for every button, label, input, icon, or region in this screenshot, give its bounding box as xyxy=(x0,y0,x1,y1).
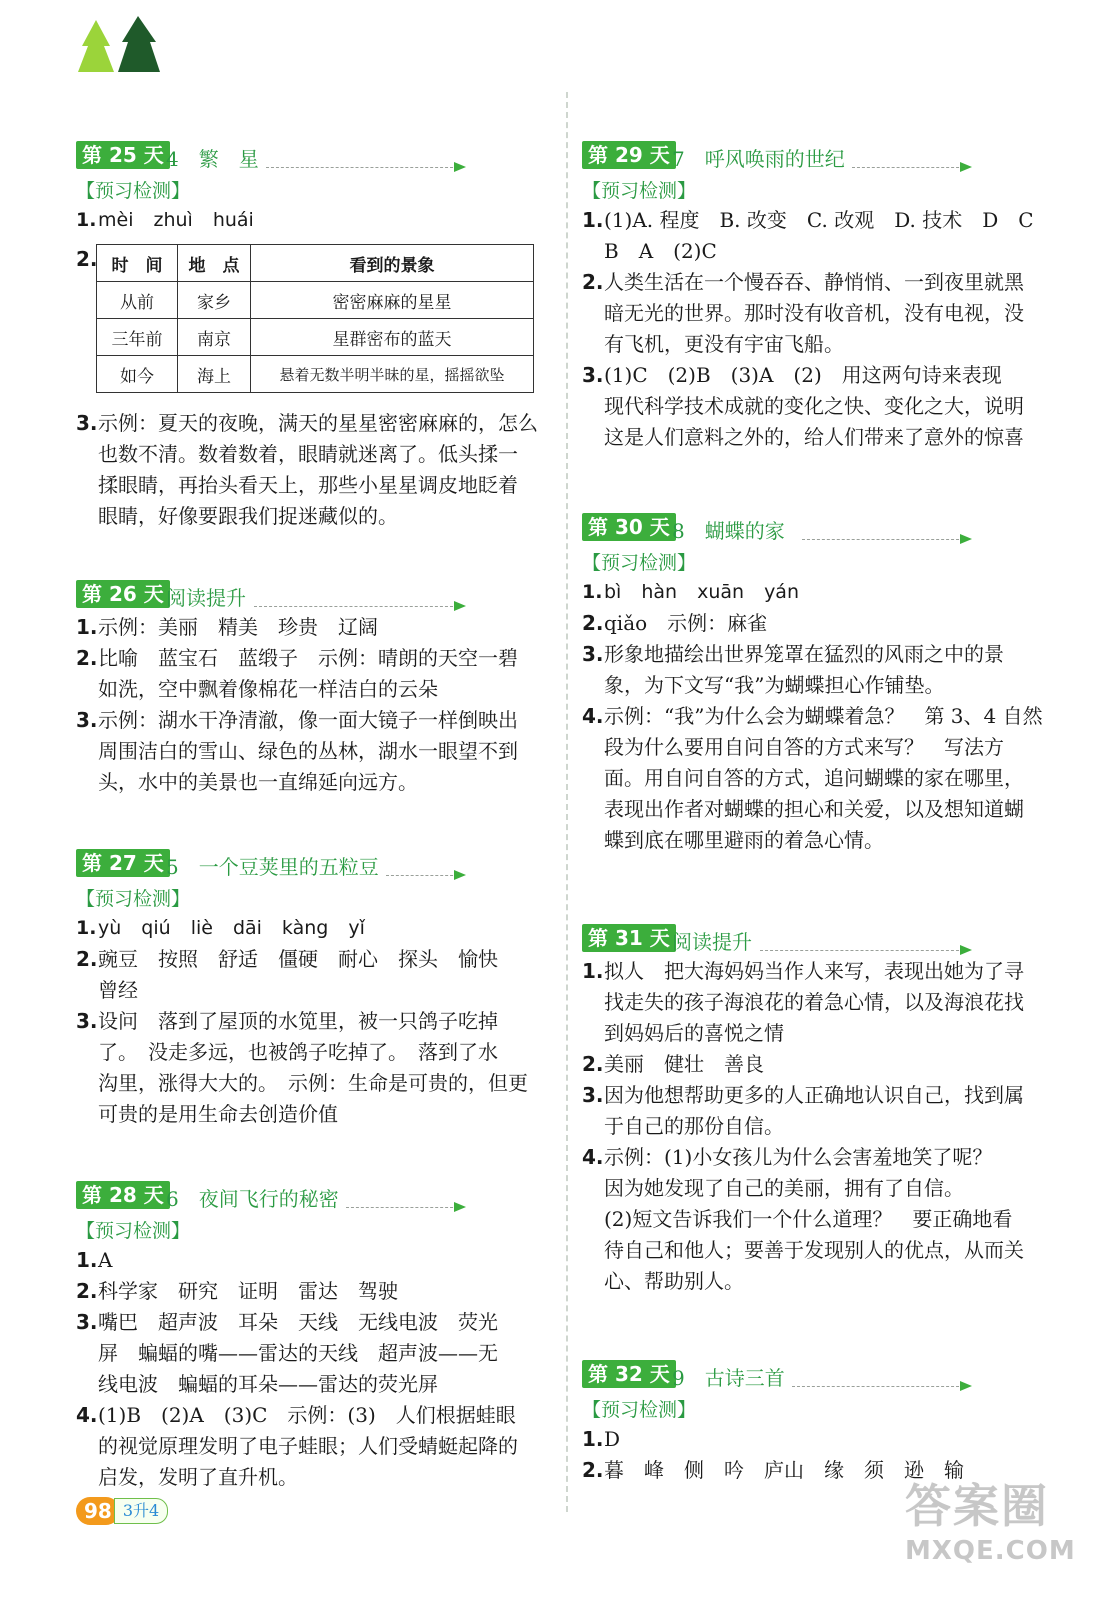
answer-3: 3.设问 落到了屋顶的水笕里，被一只鸽子吃掉 xyxy=(76,1009,498,1033)
answer-line: 可贵的是用生命去创造价值 xyxy=(98,1102,338,1126)
day-badge: 第 30 天 xyxy=(582,513,676,541)
preview-tag: 【预习检测】 xyxy=(582,180,697,202)
section-header xyxy=(76,141,546,171)
section-day-25 xyxy=(76,141,546,532)
lesson-title: 6 夜间飞行的秘密 xyxy=(166,1187,339,1211)
section-day-30 xyxy=(582,513,1052,856)
day-badge: 第 31 天 xyxy=(582,924,676,952)
answer-line: 到妈妈后的喜悦之情 xyxy=(604,1021,784,1045)
answer-line: 沟里，涨得大大的。 示例：生命是可贵的，但更 xyxy=(98,1071,528,1095)
answer-2: 2.科学家 研究 证明 雷达 驾驶 xyxy=(76,1279,398,1303)
answer-4: 4.示例：(1)小女孩儿为什么会害羞地笑了呢？ xyxy=(582,1145,993,1169)
lesson-title: 4 繁 星 xyxy=(166,147,259,171)
answer-line: 待自己和他人；要善于发现别人的优点，从而关 xyxy=(604,1238,1024,1262)
column-divider xyxy=(566,92,568,1512)
day-badge: 第 28 天 xyxy=(76,1181,170,1209)
section-day-29 xyxy=(582,141,1052,453)
page-footer xyxy=(76,1497,168,1525)
section-day-31 xyxy=(582,924,1052,1297)
answer-line: 启发，发明了直升机。 xyxy=(98,1465,298,1489)
answer-line: 蝶到底在哪里避雨的着急心情。 xyxy=(604,828,884,852)
grade-label: 3升4 xyxy=(114,1498,168,1524)
preview-tag: 【预习检测】 xyxy=(76,888,191,910)
answer-2: 2.比喻 蓝宝石 蓝缎子 示例：晴朗的天空一碧 xyxy=(76,646,518,670)
answer-line: 段为什么要用自问自答的方式来写？ 写法方 xyxy=(604,735,1004,759)
section-header xyxy=(582,1360,1052,1390)
answer-line: 找走失的孩子海浪花的着急心情，以及海浪花找 xyxy=(604,990,1024,1014)
lesson-title: 5 一个豆荚里的五粒豆 xyxy=(166,855,379,879)
section-header xyxy=(582,141,1052,171)
watermark-url: MXQE.COM xyxy=(905,1536,1076,1566)
preview-tag: 【预习检测】 xyxy=(582,552,697,574)
answer-1: 1.A xyxy=(76,1248,113,1272)
section-day-27 xyxy=(76,849,546,1130)
answer-line: 线电波 蝙蝠的耳朵——雷达的荧光屏 xyxy=(98,1372,438,1396)
answer-2: 2.qiǎo 示例：麻雀 xyxy=(582,611,768,635)
preview-tag: 【预习检测】 xyxy=(76,1220,191,1242)
section-day-32 xyxy=(582,1360,1052,1486)
answer-3: 3.示例：夏天的夜晚，满天的星星密密麻麻的，怎么 xyxy=(76,411,538,435)
answer-3: 3.嘴巴 超声波 耳朵 天线 无线电波 荧光 xyxy=(76,1310,498,1334)
tree-icons xyxy=(76,14,166,76)
preview-tag: 【预习检测】 xyxy=(582,1399,697,1421)
answer-line: 屏 蝙蝠的嘴——雷达的天线 超声波——无 xyxy=(98,1341,498,1365)
answer-3: 3.因为他想帮助更多的人正确地认识自己，找到属 xyxy=(582,1083,1024,1107)
answer-line: B A (2)C xyxy=(604,239,717,263)
day-badge: 第 27 天 xyxy=(76,849,170,877)
preview-tag: 【预习检测】 xyxy=(76,180,191,202)
answer-line: 眼睛，好像要跟我们捉迷藏似的。 xyxy=(98,504,398,528)
answer-1: 1.yù qiú liè dāi kàng yǐ xyxy=(76,917,365,939)
answer-line: 也数不清。数着数着，眼睛就迷离了。低头揉一 xyxy=(98,442,518,466)
day-badge: 第 29 天 xyxy=(582,141,676,169)
answer-line: 头，水中的美景也一直绵延向远方。 xyxy=(98,770,418,794)
answer-1: 1.mèi zhuì huái xyxy=(76,209,254,231)
answer-line: 象，为下文写“我”为蝴蝶担心作铺垫。 xyxy=(604,673,945,697)
answer-line: 了。 没走多远，也被鸽子吃掉了。 落到了水 xyxy=(98,1040,498,1064)
answer-3: 3.示例：湖水干净清澈，像一面大镜子一样倒映出 xyxy=(76,708,518,732)
answer-3: 3.形象地描绘出世界笼罩在猛烈的风雨之中的景 xyxy=(582,642,1004,666)
watermark xyxy=(905,1470,1085,1580)
answer-1: 1.(1)A. 程度 B. 改变 C. 改观 D. 技术 D C xyxy=(582,208,1034,232)
lesson-title: 7 呼风唤雨的世纪 xyxy=(672,147,845,171)
lesson-title: 8 蝴蝶的家 xyxy=(672,519,785,543)
section-header xyxy=(582,513,1052,543)
answer-line: 如洗，空中飘着像棉花一样洁白的云朵 xyxy=(98,677,438,701)
answer-2: 2.美丽 健壮 善良 xyxy=(582,1052,764,1076)
answer-4: 4.示例：“我”为什么会为蝴蝶着急？ 第 3、4 自然 xyxy=(582,704,1043,728)
section-header xyxy=(582,924,1052,954)
answer-1: 1.拟人 把大海妈妈当作人来写，表现出她为了寻 xyxy=(582,959,1024,983)
watermark-text: 答案圈 xyxy=(905,1479,1049,1533)
answer-line: 心、帮助别人。 xyxy=(604,1269,744,1293)
scene-table: 时 间 地 点 看到的景象 从前 家乡 密密麻麻的星星 三年前 南京 星群密布的蓝天 如今 海上 悬着无数半明半昧的星，摇摇欲坠 xyxy=(96,244,534,393)
section-header xyxy=(76,849,546,879)
answer-line: 的视觉原理发明了电子蛙眼；人们受蜻蜓起降的 xyxy=(98,1434,518,1458)
section-header xyxy=(76,580,546,610)
answer-line: 现代科学技术成就的变化之快、变化之大，说明 xyxy=(604,394,1024,418)
answer-4: 4.(1)B (2)A (3)C 示例：(3) 人们根据蛙眼 xyxy=(76,1403,516,1427)
day-badge: 第 25 天 xyxy=(76,141,170,169)
answer-line: 有飞机，更没有宇宙飞船。 xyxy=(604,332,844,356)
answer-3: 3.(1)C (2)B (3)A (2) 用这两句诗来表现 xyxy=(582,363,1002,387)
answer-line: 因为她发现了自己的美丽，拥有了自信。 xyxy=(604,1176,964,1200)
answer-line: (2)短文告诉我们一个什么道理？ 要正确地看 xyxy=(604,1207,1013,1231)
answer-line: 揉眼睛，再抬头看天上，那些小星星调皮地眨着 xyxy=(98,473,518,497)
page-number: 98 xyxy=(76,1497,120,1525)
answer-2: 2.暮 峰 侧 吟 庐山 缘 须 逊 输 xyxy=(582,1458,964,1482)
lesson-title: 阅读提升 xyxy=(166,586,246,610)
answer-1: 1.示例：美丽 精美 珍贵 辽阔 xyxy=(76,615,378,639)
lesson-title: 9 古诗三首 xyxy=(672,1366,785,1390)
answer-line: 周围洁白的雪山、绿色的丛林，湖水一眼望不到 xyxy=(98,739,518,763)
section-day-26 xyxy=(76,580,546,798)
answer-line: 面。用自问自答的方式，追问蝴蝶的家在哪里， xyxy=(604,766,1024,790)
answer-line: 于自己的那份自信。 xyxy=(604,1114,784,1138)
answer-2: 2.豌豆 按照 舒适 僵硬 耐心 探头 愉快 xyxy=(76,947,498,971)
lesson-title: 阅读提升 xyxy=(672,930,752,954)
answer-2: 2.人类生活在一个慢吞吞、静悄悄、一到夜里就黑 xyxy=(582,270,1024,294)
answer-2: 2. 时 间 地 点 看到的景象 从前 家乡 密密麻麻的星星 三年前 南京 星群密布的蓝天 如今 海上 悬着无数半明半昧的星，摇摇欲坠 xyxy=(76,244,546,408)
answer-1: 1.D xyxy=(582,1427,621,1451)
day-badge: 第 26 天 xyxy=(76,580,170,608)
answer-line: 表现出作者对蝴蝶的担心和关爱，以及想知道蝴 xyxy=(604,797,1024,821)
section-day-28 xyxy=(76,1181,546,1493)
section-header xyxy=(76,1181,546,1211)
answer-1: 1.bì hàn xuān yán xyxy=(582,581,799,603)
answer-line: 暗无光的世界。那时没有收音机，没有电视，没 xyxy=(604,301,1024,325)
day-badge: 第 32 天 xyxy=(582,1360,676,1388)
answer-line: 曾经 xyxy=(98,978,138,1002)
answer-line: 这是人们意料之外的，给人们带来了意外的惊喜 xyxy=(604,425,1024,449)
